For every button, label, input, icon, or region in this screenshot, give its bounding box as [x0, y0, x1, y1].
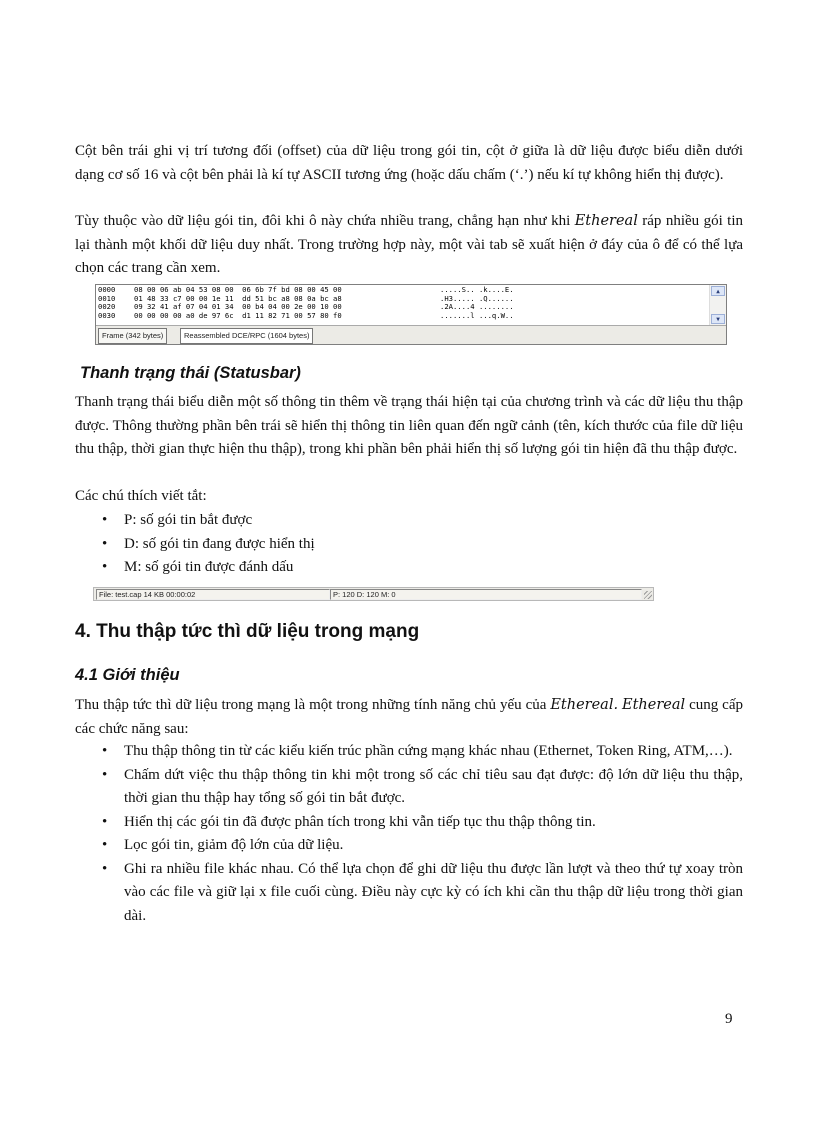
- hex-ascii: .......l ...q.W..: [440, 310, 514, 320]
- scroll-up-icon[interactable]: ▲: [711, 286, 725, 296]
- list-item: • P: số gói tin bắt được: [75, 509, 743, 533]
- list-item: • Ghi ra nhiều file khác nhau. Có thể lựa chọn để ghi dữ liệu thu được lần lượt và theo thứ tự xoay tròn vào các file và giữ lại x file cuối cùng. Điều này cực kỳ có ích khi cần thu thập dữ liệu trong thời gian dài.: [75, 858, 743, 929]
- list-item: • M: số gói tin được đánh dấu: [75, 556, 743, 580]
- scroll-down-icon[interactable]: ▼: [711, 314, 725, 324]
- vertical-scrollbar[interactable]: [709, 285, 726, 325]
- abbreviation-intro: Các chú thích viết tắt:: [75, 488, 207, 504]
- list-item: • Lọc gói tin, giảm độ lớn của dữ liệu.: [75, 834, 743, 858]
- capture-intro-paragraph: [75, 694, 743, 741]
- hex-offset: 0030: [98, 310, 116, 320]
- tabs-explanation-paragraph: [75, 210, 743, 281]
- hex-dump-pane[interactable]: [95, 284, 727, 345]
- list-item: • Hiển thị các gói tin đã được phân tích trong khi vẫn tiếp tục thu thập thông tin.: [75, 811, 743, 835]
- hex-pane-tabs: [96, 325, 726, 344]
- list-item: • Thu thập thông tin từ các kiểu kiến trúc phần cứng mạng khác nhau (Ethernet, Token Ring, ATM,…).: [75, 740, 743, 764]
- status-bar-file-info: File: test.cap 14 KB 00:00:02: [96, 589, 330, 600]
- hex-bytes: 08 00 06 ab 04 53 08 00 06 6b 7f bd 08 00 45 00: [134, 285, 342, 294]
- hex-ascii: .H3..... .Q......: [440, 293, 514, 303]
- offset-explanation-paragraph: Cột bên trái ghi vị trí tương đối (offset) của dữ liệu trong gói tin, cột ở giữa là dữ liệu được biểu diễn dưới dạng cơ số 16 và cột bên phải là kí tự ASCII tương ứng (hoặc dấu chấm (‘.’) nếu kí tự không hiển thị được).: [75, 143, 743, 183]
- hex-bytes: 09 32 41 af 07 04 01 34 00 b4 04 00 2e 00 10 00: [134, 302, 342, 312]
- list-item: • Chấm dứt việc thu thập thông tin khi một trong số các chỉ tiêu sau đạt được: độ lớn dữ liệu thu thập, thời gian thu thập hay tổng số gói tin bắt được.: [75, 764, 743, 811]
- para-text: Tùy thuộc vào dữ liệu gói tin, đôi khi ô này chứa nhiều trang, chẳng hạn như khi: [75, 213, 575, 229]
- hex-ascii: .2A....4 ........: [440, 302, 514, 312]
- hex-offset: 0000: [98, 285, 116, 294]
- hex-rows: [98, 286, 706, 320]
- tab-frame[interactable]: Frame (342 bytes): [98, 328, 167, 344]
- section-4-1-heading: 4.1 Giới thiệu: [75, 666, 180, 684]
- ethereal-emphasis: Ethereal: [574, 213, 638, 229]
- status-bar-packet-counts: P: 120 D: 120 M: 0: [330, 589, 642, 600]
- list-item: • D: số gói tin đang được hiển thị: [75, 533, 743, 557]
- hex-bytes: 01 48 33 c7 00 00 1e 11 dd 51 bc a8 08 0a bc a8: [134, 293, 342, 303]
- hex-offset: 0020: [98, 302, 116, 312]
- ethereal-emphasis: Ethereal: [622, 697, 686, 713]
- hex-offset: 0010: [98, 293, 116, 303]
- tab-reassembled-dce-rpc[interactable]: Reassembled DCE/RPC (1604 bytes): [180, 328, 313, 344]
- resize-grip-icon[interactable]: [644, 591, 652, 599]
- hex-bytes: 00 00 00 00 a0 de 97 6c d1 11 82 71 00 57 80 f0: [134, 310, 342, 320]
- status-bar: [93, 587, 654, 601]
- features-list: [75, 740, 743, 928]
- hex-row[interactable]: [98, 312, 706, 321]
- para-text: cung cấp các chức năng sau:: [75, 697, 743, 737]
- statusbar-heading: Thanh trạng thái (Statusbar): [80, 364, 301, 382]
- para-text: ráp nhiều gói tin lại thành một khối dữ liệu duy nhất. Trong trường hợp này, một vài tab sẽ xuất hiện ở đáy của ô để có thể lựa chọn các trang cần xem.: [75, 213, 744, 276]
- statusbar-paragraph: Thanh trạng thái biểu diễn một số thông tin thêm về trạng thái hiện tại của chương trình và các dữ liệu thu thập được. Thông thường phần bên trái sẽ hiển thị thông tin liên quan đến ngữ cảnh (tên, kích thước của file dữ liệu thu thập, thời gian thực hiện thu thập), trong khi phần bên phải hiển thị số lượng gói tin hiện đã thu thập được.: [75, 394, 743, 457]
- hex-ascii: .....S.. .k....E.: [440, 285, 514, 294]
- ethereal-emphasis: Ethereal.: [550, 697, 619, 713]
- abbreviation-list: [75, 509, 743, 580]
- section-4-heading: 4. Thu thập tức thì dữ liệu trong mạng: [75, 621, 420, 642]
- para-text: Thu thập tức thì dữ liệu trong mạng là một trong những tính năng chủ yếu của: [75, 697, 551, 713]
- page-number: 9: [725, 1011, 733, 1027]
